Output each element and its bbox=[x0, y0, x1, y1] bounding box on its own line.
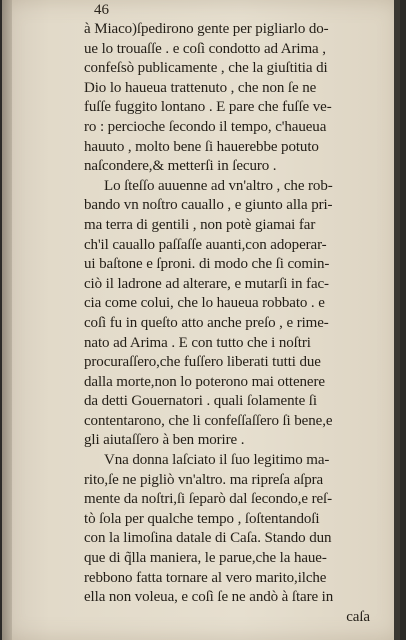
text-line: da detti Gouernatori . quali ſolamente ſi bbox=[84, 393, 317, 410]
text-line: procuraſſero,che fuſſero liberati tutti due bbox=[84, 354, 321, 371]
text-line: bando vn noſtro cauallo , e giunto alla pri- bbox=[84, 197, 333, 214]
text-line: que di q̃lla maniera, le parue,che la haue- bbox=[84, 550, 327, 567]
text-line: con la limoſina datale di Caſa. Stando dun bbox=[84, 530, 332, 547]
text-line: rito,ſe ne pigliò vn'altro. ma ripreſa aſpra bbox=[84, 471, 324, 488]
text-line: cia come colui, che lo haueua robbato . e bbox=[84, 295, 325, 312]
text-line: à Miaco)ſpedirono gente per pigliarlo do- bbox=[84, 21, 329, 37]
text-line: contentarono, che li confeſſaſſero ſi bene,e bbox=[84, 412, 333, 429]
text-line: confeſsò publicamente , che la giuſtitia di bbox=[84, 60, 328, 77]
text-line: ma terra di gentili , non potè giamai far bbox=[84, 216, 316, 233]
text-line: ch'il cauallo paſſaſſe auanti,con adoperar- bbox=[84, 236, 327, 253]
page-number: 46 bbox=[94, 2, 109, 18]
text-line: ue lo trouaſſe . e coſì condotto ad Arima , bbox=[84, 40, 326, 57]
text-line: ella non voleua, e coſì ſe ne andò à ſtare in bbox=[84, 589, 334, 606]
text-line: Dio lo haueua trattenuto , che non ſe ne bbox=[84, 79, 317, 96]
page-edge bbox=[394, 0, 400, 640]
text-line: nato ad Arima . E con tutto che i noſtri bbox=[84, 334, 311, 351]
text-line: fuſſe fuggito lontano . E pare che fuſſe ve- bbox=[84, 99, 332, 116]
book-page bbox=[2, 0, 400, 640]
catchword: caſa bbox=[346, 608, 370, 625]
text-line: mente da noſtri,ſi ſeparò dal ſecondo,e reſ- bbox=[84, 491, 333, 508]
text-line: dalla morte,non lo poterono mai ottenere bbox=[84, 373, 325, 390]
text-line: gli aiutaſſero à ben morire . bbox=[84, 432, 245, 449]
text-line: naſcondere,& metterſi in ſecuro . bbox=[84, 158, 277, 175]
text-line: ro : percioche ſecondo il tempo, c'haueua bbox=[84, 118, 327, 135]
text-line: Lo ſteſſo auuenne ad vn'altro , che rob- bbox=[104, 177, 333, 194]
text-line: ciò il ladrone ad alterare, e mutarſi in fac- bbox=[84, 275, 329, 292]
book-spine-shadow bbox=[2, 0, 12, 640]
text-line: ui baſtone e ſproni. di modo che ſi comin- bbox=[84, 256, 330, 273]
text-line: Vna donna laſciato il ſuo legitimo ma- bbox=[104, 452, 330, 469]
text-line: tò ſola per qualche tempo , ſoſtentandoſi bbox=[84, 510, 320, 527]
text-line: hauuto , molto bene ſi hauerebbe potuto bbox=[84, 138, 319, 155]
text-line: coſì fu in queſto atto anche preſo , e rime- bbox=[84, 314, 329, 331]
text-line: rebbono fatta tornare al vero marito,ilche bbox=[84, 569, 327, 586]
page-text-block bbox=[84, 20, 392, 627]
